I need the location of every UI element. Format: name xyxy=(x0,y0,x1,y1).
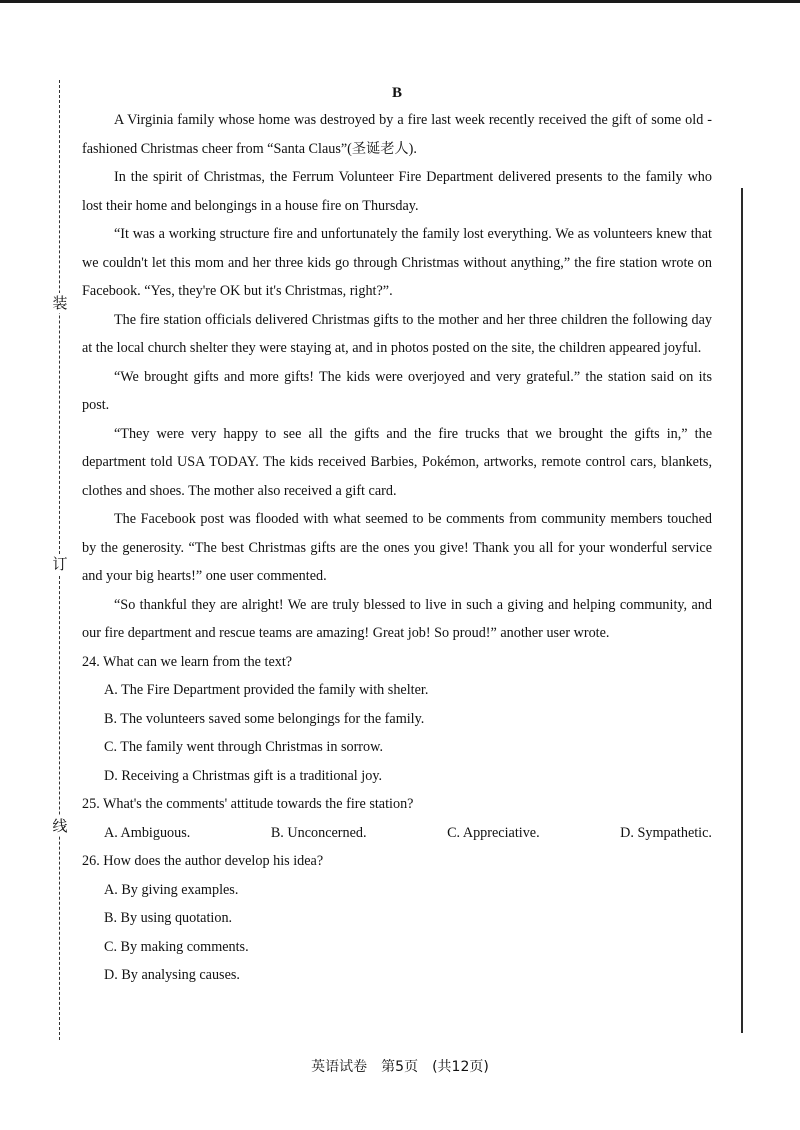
question-24 xyxy=(82,648,712,791)
option-d: D. By analysing causes. xyxy=(104,967,240,983)
binding-char-xian: 线 xyxy=(48,816,72,836)
paragraph: In the spirit of Christmas, the Ferrum Volunteer Fire Department delivered presents to the family who lost their home and belongings in a house fire on Thursday. xyxy=(82,169,712,214)
option-d: D. Sympathetic. xyxy=(620,824,712,841)
question-25 xyxy=(82,790,712,847)
option-c: C. Appreciative. xyxy=(447,824,540,841)
option-row xyxy=(82,819,712,848)
option-a: A. The Fire Department provided the family with shelter. xyxy=(104,682,429,698)
paragraph: “So thankful they are alright! We are truly blessed to live in such a giving and helping community, and our fire department and rescue teams are amazing! Great job! So proud!” another user wrote. xyxy=(82,596,712,641)
paragraph: The fire station officials delivered Christmas gifts to the mother and her three children the following day at the local church shelter they were staying at, and in photos posted on the site, the children appeared joyful. xyxy=(82,311,712,356)
option-a: A. By giving examples. xyxy=(104,881,239,898)
binding-char-ding: 订 xyxy=(48,554,72,574)
right-margin-line xyxy=(741,188,743,1033)
option-b: B. The volunteers saved some belongings for the family. xyxy=(104,710,425,727)
option-b: B. Unconcerned. xyxy=(270,824,367,841)
question-stem: 26. How does the author develop his idea? xyxy=(82,853,324,869)
question-26 xyxy=(82,847,712,990)
passage-content xyxy=(82,80,712,990)
paragraph: “They were very happy to see all the gifts and the fire trucks that we brought the gifts in,” the department told USA TODAY. The kids received Barbies, Pokémon, artworks, remote control cars, blankets, clothes and shoes. The mother also received a gift card. xyxy=(82,425,712,499)
page-footer: 英语试卷 第5页 (共12页) xyxy=(311,1059,489,1075)
question-stem: 24. What can we learn from the text? xyxy=(82,653,293,670)
option-d: D. Receiving a Christmas gift is a traditional joy. xyxy=(104,767,383,784)
option-c: C. By making comments. xyxy=(104,938,249,955)
question-stem: 25. What's the comments' attitude towards the fire station? xyxy=(82,796,414,812)
option-b: B. By using quotation. xyxy=(104,910,233,926)
option-c: C. The family went through Christmas in sorrow. xyxy=(104,739,383,755)
paragraph: “It was a working structure fire and unfortunately the family lost everything. We as volunteers knew that we couldn't let this mom and her three kids go through Christmas without anything,” the fire station wrote on Facebook. “Yes, they're OK but it's Christmas, right?”. xyxy=(82,226,712,299)
section-title: B xyxy=(391,85,402,101)
top-border-line xyxy=(0,0,800,3)
option-a: A. Ambiguous. xyxy=(104,824,191,841)
paragraph: The Facebook post was flooded with what seemed to be comments from community members touched by the generosity. “The best Christmas gifts are the ones you give! Thank you all for your wonderful service and your big hearts!” one user commented. xyxy=(82,511,712,584)
binding-char-zhuang: 装 xyxy=(48,293,72,313)
paragraph: “We brought gifts and more gifts! The kids were overjoyed and very grateful.” the station said on its post. xyxy=(82,368,712,413)
paragraph: A Virginia family whose home was destroyed by a fire last week recently received the gift of some old - fashioned Christmas cheer from “Santa Claus”(圣诞老人). xyxy=(82,112,712,157)
